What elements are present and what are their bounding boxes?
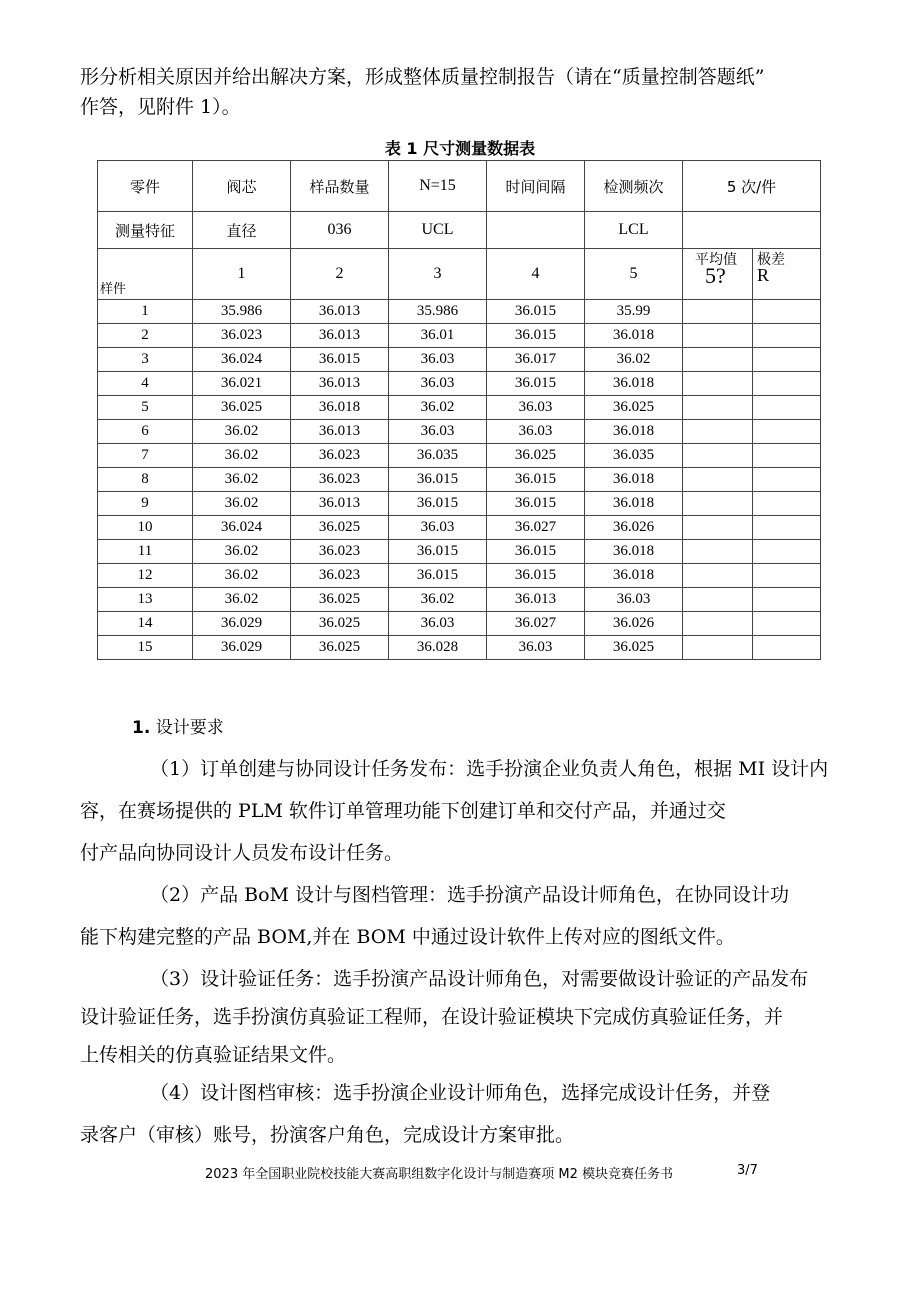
col-index: 2: [291, 249, 389, 300]
measurement-cell: 36.025: [291, 636, 389, 660]
measurement-cell: 36.02: [193, 588, 291, 612]
table-row: [98, 300, 821, 324]
header-row-3: [98, 249, 821, 300]
measurement-cell: 36.02: [193, 540, 291, 564]
measurement-cell: 36.026: [585, 516, 683, 540]
average-cell: [683, 324, 753, 348]
measurement-cell: 36.021: [193, 372, 291, 396]
measurement-cell: 36.013: [291, 324, 389, 348]
measurement-cell: 36.025: [193, 396, 291, 420]
measurement-cell: 36.025: [487, 444, 585, 468]
measurement-cell: 36.03: [389, 348, 487, 372]
measurement-cell: 36.018: [585, 420, 683, 444]
sample-index-cell: 14: [98, 612, 193, 636]
measurement-cell: 36.013: [291, 300, 389, 324]
sample-index-cell: 8: [98, 468, 193, 492]
sample-index-cell: 15: [98, 636, 193, 660]
measurement-cell: 36.03: [389, 516, 487, 540]
measurement-cell: 36.023: [291, 564, 389, 588]
sample-index-cell: 5: [98, 396, 193, 420]
measurement-cell: 36.035: [389, 444, 487, 468]
measurement-cell: 35.986: [193, 300, 291, 324]
sample-index-cell: 7: [98, 444, 193, 468]
range-cell: [753, 540, 821, 564]
measurement-cell: 36.028: [389, 636, 487, 660]
table-row: [98, 492, 821, 516]
intro-line-2: 作答，见附件 1）。: [80, 96, 241, 118]
sample-label: 样件: [100, 281, 127, 296]
measurement-cell: 36.02: [389, 588, 487, 612]
p3-line-3: 上传相关的仿真验证结果文件。: [80, 1044, 347, 1066]
range-cell: [753, 612, 821, 636]
measurement-cell: 36.015: [487, 564, 585, 588]
range-cell: [753, 324, 821, 348]
measurement-cell: 36.018: [585, 564, 683, 588]
measurement-cell: 36.015: [291, 348, 389, 372]
sample-corner-cell: [98, 249, 193, 300]
header-cell: [683, 212, 821, 249]
range-cell: [753, 636, 821, 660]
measurement-cell: 36.03: [389, 420, 487, 444]
header-cell: 零件: [98, 161, 193, 212]
table-row: [98, 468, 821, 492]
header-cell: 阀芯: [193, 161, 291, 212]
measurement-cell: 36.02: [193, 468, 291, 492]
range-symbol: R: [757, 265, 770, 285]
header-cell: 直径: [193, 212, 291, 249]
p2-line-2: 能下构建完整的产品 BOM,并在 BOM 中通过设计软件上传对应的图纸文件。: [80, 926, 735, 948]
col-index: 5: [585, 249, 683, 300]
page-number: 3/7: [737, 1163, 758, 1178]
measurement-cell: 36.024: [193, 516, 291, 540]
range-cell: [753, 420, 821, 444]
measurement-cell: 36.03: [389, 372, 487, 396]
average-label: 平均值: [695, 253, 737, 268]
measurement-cell: 36.015: [487, 324, 585, 348]
measurement-cell: 36.029: [193, 612, 291, 636]
measurement-cell: 36.03: [487, 420, 585, 444]
range-cell: [753, 564, 821, 588]
col-index: 4: [487, 249, 585, 300]
measurement-cell: 36.03: [487, 636, 585, 660]
header-cell: N=15: [389, 161, 487, 212]
average-cell: [683, 636, 753, 660]
header-cell: 时间间隔: [487, 161, 585, 212]
measurement-cell: 36.02: [389, 396, 487, 420]
range-cell: [753, 468, 821, 492]
measurement-cell: 36.013: [291, 420, 389, 444]
sample-index-cell: 6: [98, 420, 193, 444]
average-cell: [683, 540, 753, 564]
measurement-cell: 36.015: [389, 468, 487, 492]
p3-line-1: （3）设计验证任务：选手扮演产品设计师角色，对需要做设计验证的产品发布: [150, 968, 809, 990]
table-row: [98, 420, 821, 444]
measurement-cell: 36.018: [585, 540, 683, 564]
measurement-cell: 36.015: [389, 540, 487, 564]
measurement-cell: 36.015: [487, 372, 585, 396]
header-cell: 036: [291, 212, 389, 249]
col-index: 1: [193, 249, 291, 300]
table-row: [98, 372, 821, 396]
range-header: [753, 249, 821, 300]
measurement-cell: 36.03: [585, 588, 683, 612]
measurement-cell: 36.025: [291, 516, 389, 540]
sample-index-cell: 13: [98, 588, 193, 612]
measurement-cell: 36.029: [193, 636, 291, 660]
intro-line-1: 形分析相关原因并给出解决方案，形成整体质量控制报告（请在“质量控制答题纸”: [80, 66, 765, 88]
p3-line-2: 设计验证任务，选手扮演仿真验证工程师，在设计验证模块下完成仿真验证任务，并: [80, 1006, 784, 1028]
measurement-cell: 36.035: [585, 444, 683, 468]
table-row: [98, 564, 821, 588]
measurement-cell: 36.025: [291, 612, 389, 636]
measurement-cell: 36.024: [193, 348, 291, 372]
range-cell: [753, 492, 821, 516]
table-row: [98, 516, 821, 540]
measurement-cell: 36.015: [487, 492, 585, 516]
footer-text: 2023 年全国职业院校技能大赛高职组数字化设计与制造赛项 M2 模块竞赛任务书: [205, 1167, 673, 1182]
range-cell: [753, 372, 821, 396]
measurement-cell: 35.986: [389, 300, 487, 324]
table-row: [98, 444, 821, 468]
average-cell: [683, 372, 753, 396]
measurement-cell: 36.03: [389, 612, 487, 636]
measurement-cell: 36.015: [487, 468, 585, 492]
measurement-cell: 36.03: [487, 396, 585, 420]
average-cell: [683, 300, 753, 324]
range-label: 极差: [757, 253, 785, 268]
sample-index-cell: 12: [98, 564, 193, 588]
measurement-cell: 36.023: [193, 324, 291, 348]
measurement-cell: 36.018: [291, 396, 389, 420]
range-cell: [753, 516, 821, 540]
measurement-cell: 36.018: [585, 468, 683, 492]
section-title: 设计要求: [155, 718, 224, 738]
p1-line-3: 付产品向协同设计人员发布设计任务。: [80, 842, 404, 864]
measurement-cell: 36.015: [487, 300, 585, 324]
header-cell: UCL: [389, 212, 487, 249]
average-cell: [683, 348, 753, 372]
measurement-cell: 36.017: [487, 348, 585, 372]
measurement-cell: 36.023: [291, 468, 389, 492]
measurement-cell: 36.023: [291, 444, 389, 468]
p2-line-1: （2）产品 BoM 设计与图档管理：选手扮演产品设计师角色，在协同设计功: [150, 884, 790, 906]
measurement-cell: 36.02: [193, 564, 291, 588]
header-cell: 测量特征: [98, 212, 193, 249]
measurement-cell: 36.025: [585, 636, 683, 660]
header-row-2: [98, 212, 821, 249]
sample-index-cell: 11: [98, 540, 193, 564]
range-cell: [753, 348, 821, 372]
header-row-1: [98, 161, 821, 212]
measurement-cell: 36.025: [585, 396, 683, 420]
table-row: [98, 348, 821, 372]
average-cell: [683, 396, 753, 420]
section-number: 1.: [132, 718, 151, 738]
measurement-cell: 36.02: [193, 444, 291, 468]
measurement-table: [97, 160, 821, 660]
p1-line-2: 容，在赛场提供的 PLM 软件订单管理功能下创建订单和交付产品，并通过交: [80, 800, 726, 822]
average-cell: [683, 420, 753, 444]
p4-line-2: 录客户（审核）账号，扮演客户角色，完成设计方案审批。: [80, 1124, 575, 1146]
table-row: [98, 324, 821, 348]
measurement-cell: 36.018: [585, 372, 683, 396]
header-cell: 样品数量: [291, 161, 389, 212]
range-cell: [753, 588, 821, 612]
range-cell: [753, 444, 821, 468]
measurement-cell: 36.025: [291, 588, 389, 612]
average-header: [683, 249, 753, 300]
average-cell: [683, 492, 753, 516]
table-row: [98, 588, 821, 612]
measurement-cell: 36.013: [487, 588, 585, 612]
p1-line-1: （1）订单创建与协同设计任务发布：选手扮演企业负责人角色，根据 MI 设计内: [150, 758, 829, 780]
measurement-cell: 36.02: [193, 492, 291, 516]
table-row: [98, 540, 821, 564]
table-caption: 表 1 尺寸测量数据表: [384, 139, 536, 158]
range-cell: [753, 300, 821, 324]
sample-index-cell: 3: [98, 348, 193, 372]
header-cell: 检测频次: [585, 161, 683, 212]
average-cell: [683, 516, 753, 540]
measurement-cell: 36.01: [389, 324, 487, 348]
header-cell: 5 次/件: [683, 161, 821, 212]
col-index: 3: [389, 249, 487, 300]
measurement-cell: 36.02: [193, 420, 291, 444]
sample-index-cell: 1: [98, 300, 193, 324]
measurement-cell: 36.026: [585, 612, 683, 636]
table-row: [98, 612, 821, 636]
average-cell: [683, 564, 753, 588]
table-row: [98, 396, 821, 420]
measurement-cell: 36.027: [487, 612, 585, 636]
header-cell: [487, 212, 585, 249]
measurement-cell: 36.018: [585, 492, 683, 516]
average-symbol: 5?: [705, 263, 726, 288]
range-cell: [753, 396, 821, 420]
table-row: [98, 636, 821, 660]
sample-index-cell: 2: [98, 324, 193, 348]
header-cell: LCL: [585, 212, 683, 249]
measurement-cell: 36.013: [291, 372, 389, 396]
measurement-cell: 36.013: [291, 492, 389, 516]
measurement-cell: 36.018: [585, 324, 683, 348]
measurement-cell: 36.015: [389, 564, 487, 588]
section-heading: [132, 713, 224, 738]
measurement-cell: 36.02: [585, 348, 683, 372]
measurement-cell: 35.99: [585, 300, 683, 324]
average-cell: [683, 444, 753, 468]
measurement-cell: 36.027: [487, 516, 585, 540]
average-cell: [683, 468, 753, 492]
sample-index-cell: 9: [98, 492, 193, 516]
average-cell: [683, 588, 753, 612]
measurement-cell: 36.015: [487, 540, 585, 564]
sample-index-cell: 4: [98, 372, 193, 396]
measurement-cell: 36.015: [389, 492, 487, 516]
measurement-cell: 36.023: [291, 540, 389, 564]
sample-index-cell: 10: [98, 516, 193, 540]
p4-line-1: （4）设计图档审核：选手扮演企业设计师角色，选择完成设计任务，并登: [150, 1082, 771, 1104]
average-cell: [683, 612, 753, 636]
